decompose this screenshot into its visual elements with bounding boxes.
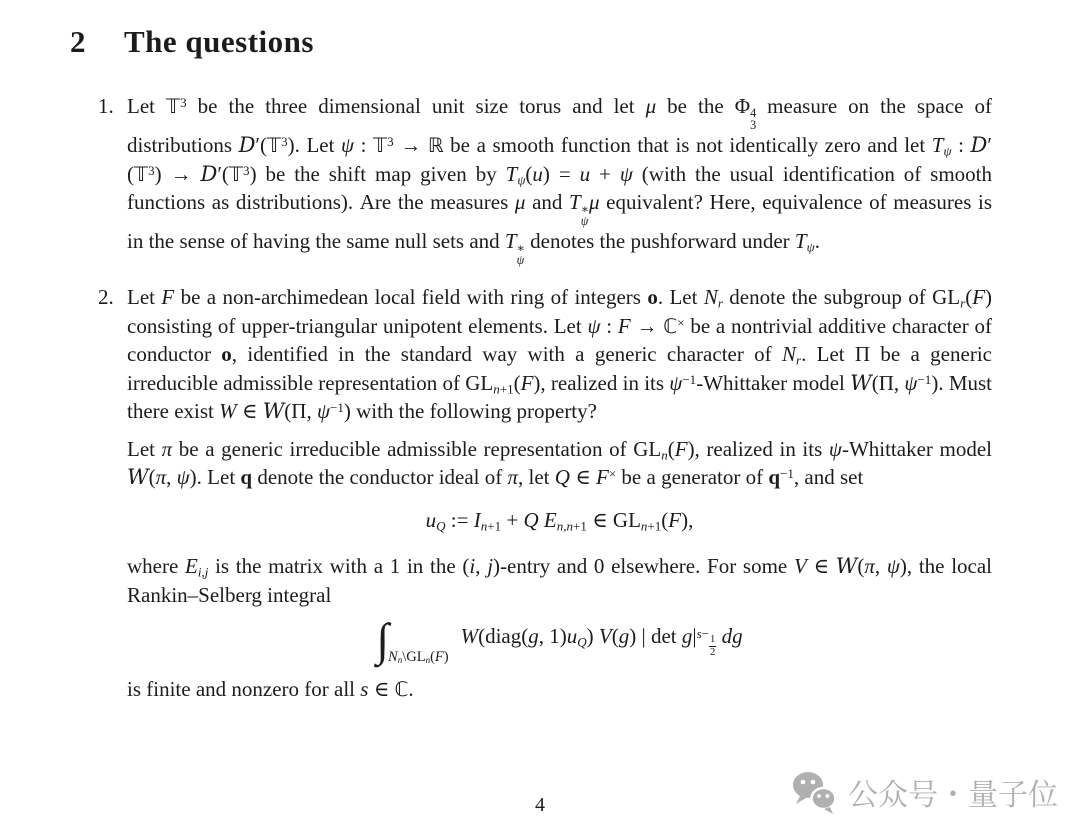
question-1-marker: 1. xyxy=(98,94,114,118)
watermark-text: 公众号・量子位 xyxy=(848,778,1058,813)
section-heading xyxy=(70,24,992,60)
question-2-body xyxy=(127,283,992,704)
integral-integrand: W(diag(g, $1)u_Q$) V(g) | $\det g|^{s- \frac{1}{2}}$ dg xyxy=(460,624,743,658)
section-number: 2 xyxy=(70,24,86,59)
question-1-body xyxy=(127,92,992,266)
question-2-marker: 2. xyxy=(98,285,114,310)
page-number: 4 xyxy=(535,794,545,816)
integral-sign: ∫ xyxy=(376,614,390,666)
integral-domain: $N_n\backslash GL_n(F)$ xyxy=(388,648,449,666)
display-equation-uq: $u_Q$ := $I_{n+1} + Q$ $E_{n,n+1}$ ∈ $GL_{n+1}(F)$, xyxy=(425,507,694,533)
question-1 xyxy=(70,92,992,266)
rankin-selberg-integral xyxy=(127,614,992,666)
section-title: The questions xyxy=(124,24,314,59)
question-2-paragraph-1: Let F be a non-archimedean local field with ring of integers o. Let $N_r$ denote the subgroup of $GL_r(F)$ consisting of upper-triangular unipotent elements. Let ψ : F → ℂ× be a nontrivial additive character of conductor o, identified in the standard way with a generic character of $N_r$. Let Π be a generic irreducible admissible representation of $GL_{n+1}(F)$, realized in its $\psi^{-1}$-Whittaker model W(Π, $\psi^{-1}$). Must there exist W ∈ W(Π, $\psi^{-1}$) with the following property? xyxy=(127,285,993,424)
question-2-paragraph-2: Let π be a generic irreducible admissible representation of $GL_n(F)$, realized in its ψ-Whittaker model W(π, ψ). Let q denote the conductor ideal of π, let Q ∈ F× be a generator of $q^{-1}$, and set xyxy=(127,436,993,490)
page-content xyxy=(70,24,992,721)
question-2-paragraph-3: where $E_{i,j}$ is the matrix with a 1 in the (i, j)-entry and 0 elsewhere. For some V ∈ W(π, ψ), the local Rankin–Selberg integral xyxy=(127,554,993,607)
question-2-paragraph-4: is finite and nonzero for all s ∈ ℂ. xyxy=(127,677,414,702)
wechat-icon xyxy=(790,769,838,815)
question-2 xyxy=(70,283,992,704)
watermark xyxy=(790,769,1058,815)
question-1-text: Let 𝕋$^3$ be the three dimensional unit size torus and let μ be the Φ 4 3 measure on the space of distributions D′(𝕋$^3$). Let ψ : 𝕋$^3$ → ℝ be a smooth function that is not identically zero and let $T_\psi$ : D′(𝕋$^3$) → D′(𝕋$^3$) be the shift map given by $T_\psi(u) = u + \psi$ (with the usual identification of smooth functions as distributions). Are the measures μ and T ∗ ψ μ equivalent? Here, equivalence of measures is in the sense of having the same null sets and T ∗ ψ denotes the pushforward under $T_\psi$. xyxy=(127,94,993,267)
